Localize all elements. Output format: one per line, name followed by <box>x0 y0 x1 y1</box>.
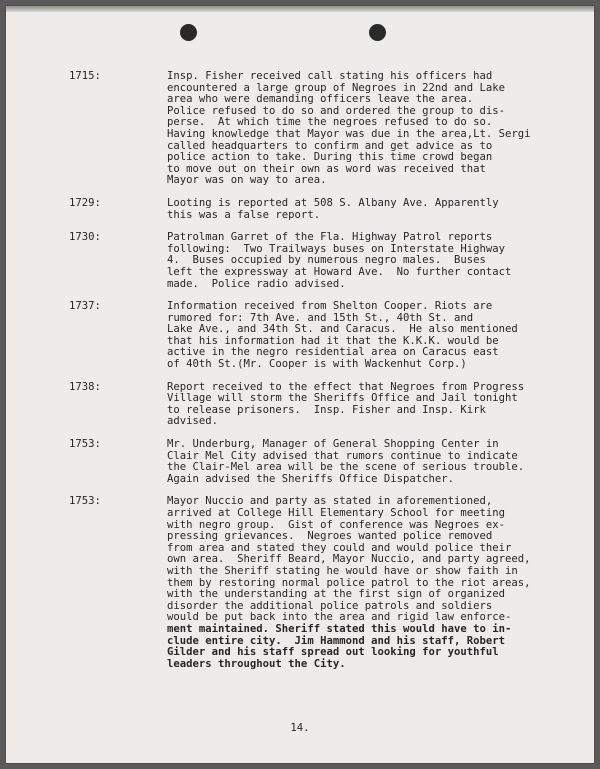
entry-line: disorder the additional police patrols and soldiers <box>167 599 493 612</box>
entry-line: Patrolman Garret of the Fla. Highway Patrol reports <box>167 231 493 244</box>
entry-text <box>167 439 587 485</box>
entry-line: Mayor was on way to area. <box>167 174 327 187</box>
entry-line: active in the negro residential area on Caracus east <box>167 346 499 359</box>
entry-line: with the understanding at the first sign of organized <box>167 588 506 601</box>
entry-time: 1729: <box>69 196 101 209</box>
entry-line: Clair Mel City advised that rumors continue to indicate <box>167 449 518 462</box>
entry-text <box>167 382 587 428</box>
entry-line: called headquarters to confirm and get advice as to <box>167 139 493 152</box>
entry-line: to release prisoners. Insp. Fisher and Insp. Kirk <box>167 403 486 416</box>
entry-time: 1737: <box>69 300 101 313</box>
entry-text <box>167 301 587 371</box>
entry-line: Insp. Fisher received call stating his officers had <box>167 70 493 82</box>
entry-line: made. Police radio advised. <box>167 277 346 290</box>
entry-text <box>167 198 587 221</box>
entry-time: 1753: <box>69 438 101 451</box>
entry-line: Report received to the effect that Negroes from Progress <box>167 380 525 393</box>
entry-time: 1715: <box>69 70 101 82</box>
entry-line: advised. <box>167 415 219 428</box>
entry-line: police action to take. During this time crowd began <box>167 151 493 164</box>
log-entries <box>6 71 594 681</box>
punch-hole-right <box>369 24 386 41</box>
entry-line: Village will storm the Sheriffs Office and Jail tonight <box>167 392 518 405</box>
entry-line: would be put back into the area and rigid law enforce- <box>167 611 512 624</box>
entry-line: of 40th St.(Mr. Cooper is with Wackenhut Corp.) <box>167 358 467 371</box>
page-number: 14. <box>290 722 310 734</box>
page-top-edge <box>6 6 594 12</box>
entry-time: 1753: <box>69 495 101 508</box>
entry-line: to move out on their own as word was received that <box>167 162 486 175</box>
entry-line: from area and stated they could and would police their <box>167 541 512 554</box>
entry-line: encountered a large group of Negroes in 22nd and Lake <box>167 81 506 94</box>
entry-line: area who were demanding officers leave the area. <box>167 93 474 106</box>
entry-time: 1738: <box>69 380 101 393</box>
entry-line: Gilder and his staff spread out looking for youthful <box>167 646 499 659</box>
entry-line: 4. Buses occupied by numerous negro males. Buses <box>167 254 486 267</box>
log-entry <box>6 198 594 221</box>
entry-line: Information received from Shelton Cooper. Riots are <box>167 300 493 313</box>
punch-hole-left <box>180 24 197 41</box>
entry-line: Lake Ave., and 34th St. and Caracus. He also mentioned <box>167 323 518 336</box>
entry-line: them by restoring normal police patrol to the riot areas, <box>167 576 531 589</box>
entry-line: own area. Sheriff Beard, Mayor Nuccio, and party agreed, <box>167 553 531 566</box>
entry-line: Looting is reported at 508 S. Albany Ave. Apparently <box>167 196 499 209</box>
entry-line: leaders throughout the City. <box>167 657 346 670</box>
document-page <box>6 6 594 763</box>
entry-line: with the Sheriff stating he would have or show faith in <box>167 564 518 577</box>
log-entry <box>6 232 594 290</box>
entry-line: arrived at College Hill Elementary School for meeting <box>167 507 506 519</box>
entry-line: this was a false report. <box>167 208 321 221</box>
log-entry <box>6 71 594 187</box>
log-entry <box>6 301 594 371</box>
entry-line: Police refused to do so and ordered the group to dis- <box>167 104 506 117</box>
entry-text <box>167 71 587 187</box>
entry-line: following: Two Trailways buses on Interstate Highway <box>167 242 506 255</box>
entry-line: with negro group. Gist of conference was Negroes ex- <box>167 518 506 531</box>
entry-line: ment maintained. Sheriff stated this would have to in- <box>167 622 512 635</box>
entry-line: clude entire city. Jim Hammond and his staff, Robert <box>167 634 506 647</box>
entry-text <box>167 496 587 670</box>
entry-line: perse. At which time the negroes refused to do so. <box>167 116 493 129</box>
entry-line: that his information had it that the K.K.K. would be <box>167 334 499 347</box>
log-entry <box>6 382 594 428</box>
entry-line: the Clair-Mel area will be the scene of serious trouble. <box>167 461 525 474</box>
entry-line: pressing grievances. Negroes wanted police removed <box>167 530 493 543</box>
log-entry <box>6 496 594 670</box>
entry-line: left the expressway at Howard Ave. No further contact <box>167 265 512 278</box>
entry-line: Mayor Nuccio and party as stated in aforementioned, <box>167 495 493 508</box>
entry-text <box>167 232 587 290</box>
entry-line: Mr. Underburg, Manager of General Shopping Center in <box>167 438 499 451</box>
log-entry <box>6 439 594 485</box>
entry-line: Again advised the Sheriffs Office Dispatcher. <box>167 472 455 485</box>
entry-line: Having knowledge that Mayor was due in the area,Lt. Sergi <box>167 127 531 140</box>
entry-line: rumored for: 7th Ave. and 15th St., 40th St. and <box>167 311 474 324</box>
entry-time: 1730: <box>69 231 101 244</box>
